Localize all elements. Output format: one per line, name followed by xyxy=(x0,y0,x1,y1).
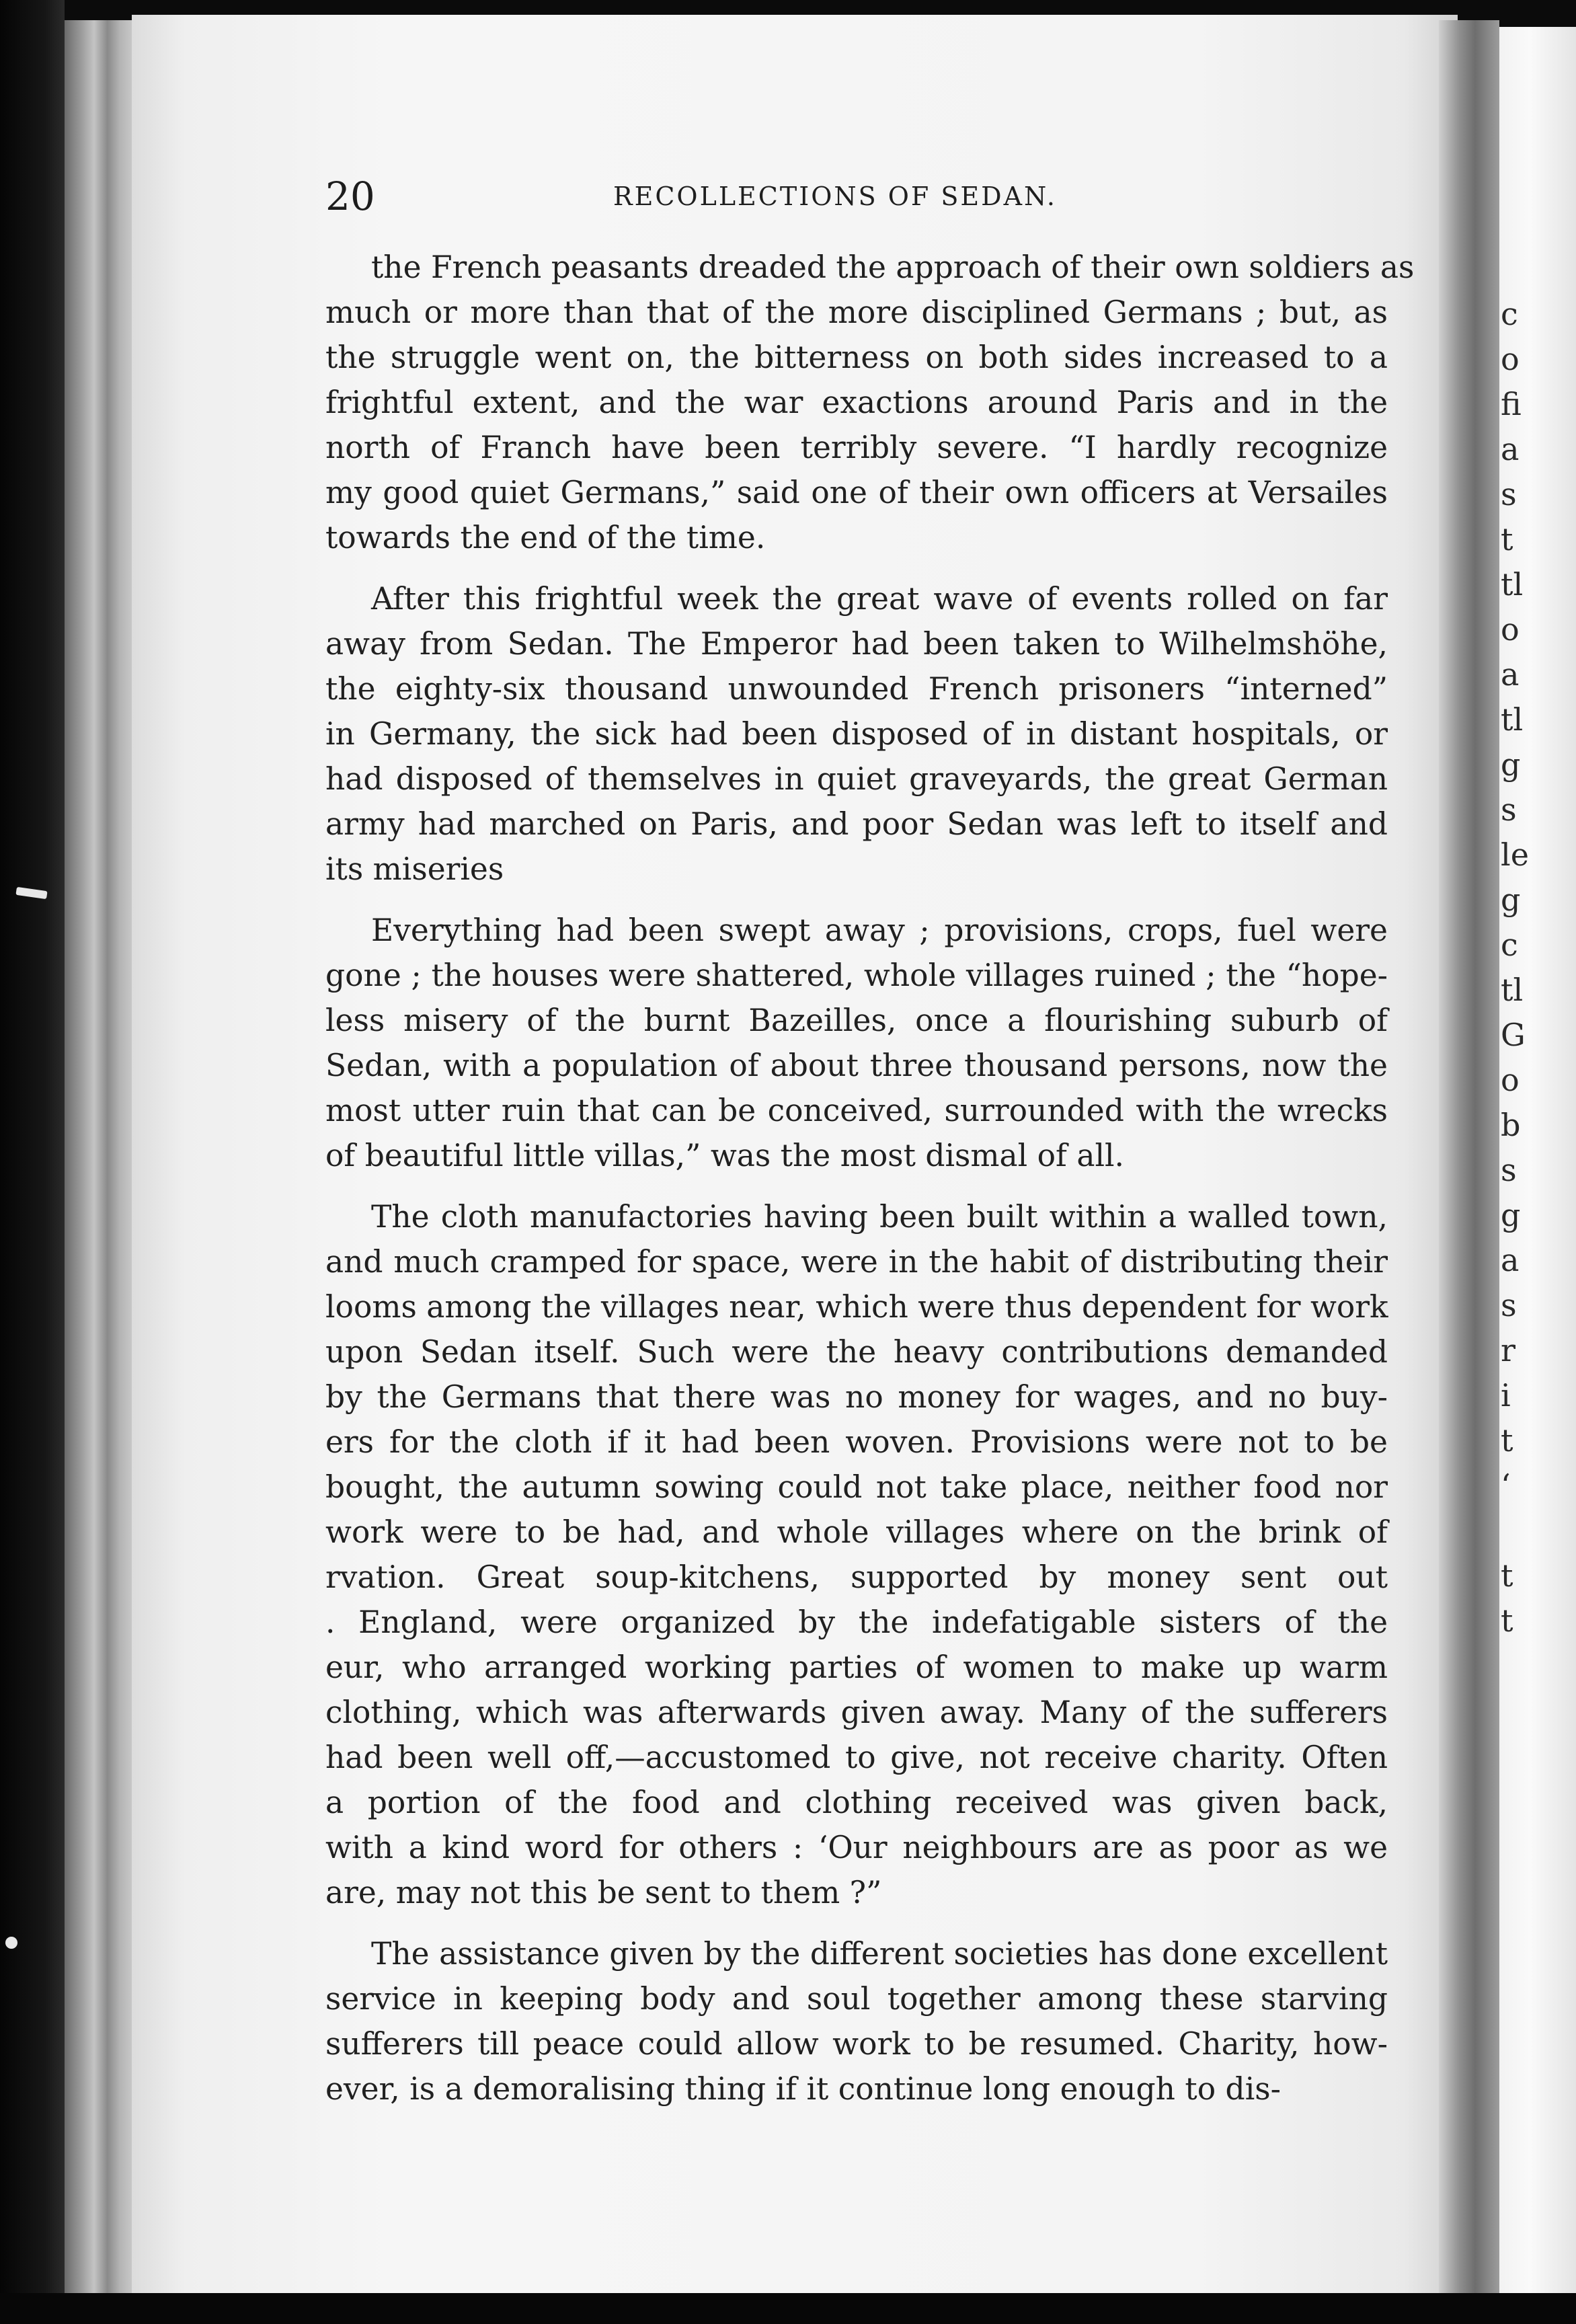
text-line: Everything had been swept away ; provisions, crops, fuel were xyxy=(371,913,1388,948)
paragraph xyxy=(325,1194,1388,1915)
adjacent-page-letter: c xyxy=(1501,927,1518,963)
adjacent-page-letter: r xyxy=(1501,1332,1515,1368)
adjacent-page-letter: a xyxy=(1501,1242,1520,1278)
text-line: ever, is a demoralising thing if it continue long enough to dis- xyxy=(325,2071,1281,2107)
text-line: towards the end of the time. xyxy=(325,520,766,555)
paragraph xyxy=(325,908,1388,1178)
adjacent-page-letter: g xyxy=(1501,882,1521,918)
text-line: rvation. Great soup-kitchens, supported by money sent out xyxy=(325,1559,1388,1595)
text-line: the French peasants dreaded the approach of their own soldiers as xyxy=(371,249,1415,285)
text-line: looms among the villages near, which were thus dependent for work xyxy=(325,1289,1388,1325)
adjacent-page-letter: i xyxy=(1501,1377,1511,1413)
page-number: 20 xyxy=(325,173,375,219)
scan-left-edge xyxy=(0,0,65,2324)
text-line: my good quiet Germans,” said one of their own officers at Versailes xyxy=(325,475,1388,510)
text-line: eur, who arranged working parties of women to make up warm xyxy=(325,1650,1388,1685)
page-fold-shadow xyxy=(1439,20,1499,2293)
text-line: . England, were organized by the indefatigable sisters of the xyxy=(325,1604,1388,1640)
adjacent-page-letter: t xyxy=(1501,521,1513,557)
adjacent-page-letter: o xyxy=(1501,611,1520,648)
text-line: sufferers till peace could allow work to be resumed. Charity, how- xyxy=(325,2026,1388,2062)
adjacent-page-letter: tl xyxy=(1501,566,1524,603)
paragraph xyxy=(325,576,1388,892)
paragraph-gap xyxy=(325,1915,1388,1931)
text-line: north of Franch have been terribly severe. “I hardly recognize xyxy=(325,430,1388,465)
page-header xyxy=(325,173,1372,227)
adjacent-page-letter: s xyxy=(1501,791,1517,828)
adjacent-page-letter: c xyxy=(1501,296,1518,332)
text-line: gone ; the houses were shattered, whole villages ruined ; the “hope- xyxy=(325,958,1388,993)
text-line: army had marched on Paris, and poor Sedan was left to itself and xyxy=(325,806,1388,842)
adjacent-page-letter: G xyxy=(1501,1017,1526,1053)
body-text xyxy=(325,245,1415,2112)
text-line: and much cramped for space, were in the habit of distributing their xyxy=(325,1244,1388,1280)
adjacent-page-fragment xyxy=(1499,27,1576,2300)
adjacent-page-letter: a xyxy=(1501,656,1520,693)
adjacent-page-letter: a xyxy=(1501,431,1520,467)
text-line: in Germany, the sick had been disposed of in distant hospitals, or xyxy=(325,716,1388,752)
adjacent-page-letter: b xyxy=(1501,1107,1521,1143)
adjacent-page-letter: s xyxy=(1501,476,1517,512)
book-binding-edge xyxy=(65,20,139,2293)
text-line: less misery of the burnt Bazeilles, once a flourishing suburb of xyxy=(325,1003,1388,1038)
text-line: had been well off,—accustomed to give, not receive charity. Often xyxy=(325,1740,1388,1775)
text-line: its miseries xyxy=(325,851,504,887)
paragraph xyxy=(325,245,1415,560)
paragraph xyxy=(325,1931,1388,2112)
adjacent-page-letter: s xyxy=(1501,1287,1517,1323)
text-line: The cloth manufactories having been built within a walled town, xyxy=(371,1199,1388,1235)
paragraph-gap xyxy=(325,892,1388,908)
text-line: the struggle went on, the bitterness on both sides increased to a xyxy=(325,340,1388,375)
text-line: clothing, which was afterwards given away. Many of the sufferers xyxy=(325,1695,1388,1730)
text-line: service in keeping body and soul together among these starving xyxy=(325,1981,1388,2017)
adjacent-page-letter: t xyxy=(1501,1602,1513,1639)
text-line: The assistance given by the different societies has done excellent xyxy=(371,1936,1388,1972)
adjacent-page-letter: le xyxy=(1501,837,1529,873)
adjacent-page-letter: tl xyxy=(1501,972,1524,1008)
text-line: ers for the cloth if it had been woven. Provisions were not to be xyxy=(325,1424,1388,1460)
text-line: upon Sedan itself. Such were the heavy contributions demanded xyxy=(325,1334,1388,1370)
text-line: work were to be had, and whole villages where on the brink of xyxy=(325,1514,1388,1550)
text-line: had disposed of themselves in quiet graveyards, the great German xyxy=(325,761,1388,797)
adjacent-page-letter: s xyxy=(1501,1152,1517,1188)
paragraph-gap xyxy=(325,560,1388,576)
text-line: away from Sedan. The Emperor had been taken to Wilhelmshöhe, xyxy=(325,626,1388,662)
text-line: by the Germans that there was no money for wages, and no buy- xyxy=(325,1379,1388,1415)
text-line: After this frightful week the great wave of events rolled on far xyxy=(371,581,1388,617)
adjacent-page-letter: o xyxy=(1501,1062,1520,1098)
text-line: of beautiful little villas,” was the most dismal of all. xyxy=(325,1138,1125,1173)
text-line: the eighty-six thousand unwounded French prisoners “interned” xyxy=(325,671,1388,707)
text-line: with a kind word for others : ‘Our neighbours are as poor as we xyxy=(325,1830,1388,1865)
adjacent-page-letter: tl xyxy=(1501,701,1524,738)
running-head: RECOLLECTIONS OF SEDAN. xyxy=(613,182,1057,211)
adjacent-page-letter: o xyxy=(1501,341,1520,377)
text-line: frightful extent, and the war exactions around Paris and in the xyxy=(325,385,1388,420)
text-line: are, may not this be sent to them ?” xyxy=(325,1875,882,1910)
scan-speck xyxy=(5,1937,17,1949)
text-line: much or more than that of the more disciplined Germans ; but, as xyxy=(325,295,1388,330)
adjacent-page-letter: ‘ xyxy=(1501,1467,1511,1504)
adjacent-page-letter: t xyxy=(1501,1557,1513,1594)
text-line: a portion of the food and clothing received was given back, xyxy=(325,1785,1388,1820)
adjacent-page-letter: g xyxy=(1501,1197,1521,1233)
text-line: Sedan, with a population of about three thousand persons, now the xyxy=(325,1048,1388,1083)
paragraph-gap xyxy=(325,1178,1388,1194)
adjacent-page-letter: g xyxy=(1501,746,1521,783)
text-line: bought, the autumn sowing could not take place, neither food nor xyxy=(325,1469,1388,1505)
text-line: most utter ruin that can be conceived, surrounded with the wrecks xyxy=(325,1093,1388,1128)
scan-bottom-edge xyxy=(0,2293,1576,2324)
adjacent-page-letter: fi xyxy=(1501,386,1522,422)
adjacent-page-letter: t xyxy=(1501,1422,1513,1459)
